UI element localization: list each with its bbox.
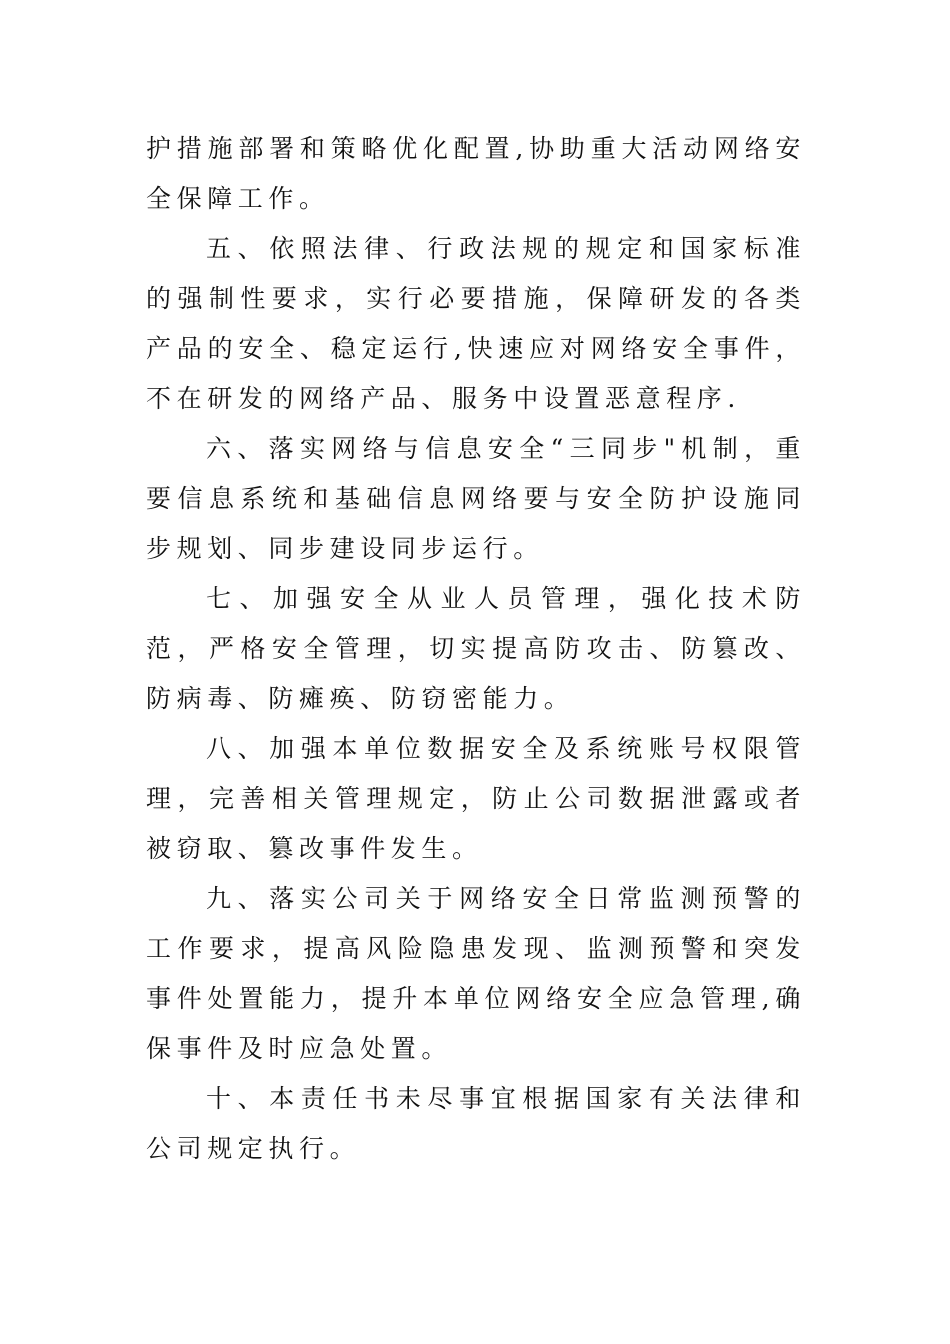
paragraph-item-8: 八、加强本单位数据安全及系统账号权限管理，完善相关管理规定，防止公司数据泄露或者被窃取、篡改事件发生。 — [146, 734, 806, 863]
paragraph-item-7: 七、加强安全从业人员管理，强化技术防范，严格安全管理，切实提高防攻击、防篡改、防病毒、防瘫痪、防窃密能力。 — [146, 584, 806, 713]
document-body — [146, 124, 806, 1174]
paragraph-item-6: 六、落实网络与信息安全“三同步"机制，重要信息系统和基础信息网络要与安全防护设施同步规划、同步建设同步运行。 — [146, 434, 806, 563]
paragraph-item-9: 九、落实公司关于网络安全日常监测预警的工作要求，提高风险隐患发现、监测预警和突发事件处置能力，提升本单位网络安全应急管理,确保事件及时应急处置。 — [146, 884, 806, 1063]
paragraph-continuation: 护措施部署和策略优化配置,协助重大活动网络安全保障工作。 — [146, 134, 806, 213]
paragraph-item-5: 五、依照法律、行政法规的规定和国家标准的强制性要求，实行必要措施，保障研发的各类产品的安全、稳定运行,快速应对网络安全事件，不在研发的网络产品、服务中设置恶意程序. — [146, 234, 806, 413]
paragraph-item-10: 十、本责任书未尽事宜根据国家有关法律和公司规定执行。 — [146, 1084, 806, 1163]
